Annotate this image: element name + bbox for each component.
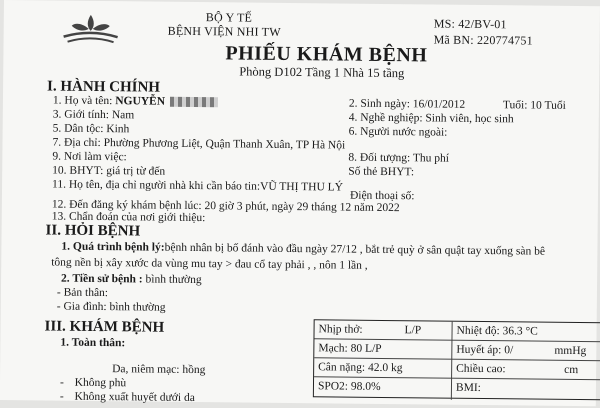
- illness-course: [61, 241, 545, 258]
- section-exam-heading: III. KHÁM BỆNH: [44, 318, 165, 336]
- skin-mucosa-field: Da, niêm mạc: hồng: [112, 363, 206, 377]
- section-history-heading: II. HỎI BỆNH: [45, 222, 141, 240]
- illness-course-label: 1. Quá trình bệnh lý:: [61, 240, 165, 254]
- weight-field: Cân nặng: 42.0 kg: [318, 361, 403, 375]
- patient-name-label: 1. Họ và tên:: [52, 94, 113, 108]
- self-history: - Bản thân:: [56, 286, 109, 300]
- breathing-rate-label: Nhịp thở:: [318, 323, 363, 336]
- phone-field: Điện thoại số:: [349, 189, 415, 203]
- age-field: Tuổi: 10 Tuổi: [502, 99, 566, 112]
- guardian-field: 11. Họ tên, địa chỉ người nhà khi cần báo tin:VŨ THỊ THU LÝ: [52, 178, 344, 194]
- dob-field: 2. Sinh ngày: 16/01/2012: [348, 97, 466, 111]
- workplace-field: 9. Nơi làm việc:: [52, 150, 127, 164]
- address-field: 7. Địa chỉ: Phường Phương Liệt, Quận Thanh Xuân, TP Hà Nội: [52, 136, 346, 152]
- ministry-name: BỘ Y TẾ: [205, 10, 253, 25]
- exam-item-2: - Không xuất huyết dưới da: [59, 390, 195, 405]
- exam-room: Phòng D102 Tầng 1 Nhà 15 tầng: [239, 64, 405, 81]
- blood-pressure-field: Huyết áp: 0/: [456, 343, 514, 357]
- blood-pressure-unit: mmHg: [554, 344, 587, 358]
- ethnicity-field: 5. Dân tộc: Kinh: [52, 122, 130, 136]
- gender-field: 3. Giới tính: Nam: [52, 108, 135, 122]
- hospital-logo-icon: [59, 11, 121, 52]
- spo2-field: SPO2: 98.0%: [317, 380, 381, 393]
- occupation-field: 4. Nghề nghiệp: Sinh viên, học sinh: [348, 111, 514, 126]
- patient-name-field: [53, 95, 218, 109]
- height-field: Chiều cao:: [456, 362, 506, 376]
- past-history-label: 2. Tiền sử bệnh :: [61, 272, 143, 286]
- form-title: PHIẾU KHÁM BỆNH: [225, 42, 428, 67]
- insurance-card-number: Số thẻ BHYT:: [348, 165, 415, 179]
- registration-time: 12. Đến đăng ký khám bệnh lúc: 20 giờ 3 phút, ngày 29 tháng 12 năm 2022: [51, 198, 400, 215]
- vitals-table: [313, 319, 600, 400]
- hospital-name: BỆNH VIỆN NHI TW: [167, 23, 281, 39]
- patient-name-value: NGUYỄN: [115, 95, 166, 108]
- breathing-rate-unit: L/P: [404, 324, 422, 337]
- past-history-value: bình thường: [145, 273, 202, 287]
- height-unit: cm: [564, 363, 579, 377]
- family-history: - Gia đình: bình thường: [56, 300, 166, 314]
- redacted-block: [170, 97, 218, 108]
- general-exam-label: 1. Toàn thân:: [60, 336, 126, 350]
- patient-record-number: Mã BN: 220774751: [433, 32, 533, 48]
- referral-diagnosis: 13. Chẩn đoán của nơi giới thiệu:: [51, 210, 206, 225]
- form-code: MS: 42/BV-01: [433, 16, 507, 32]
- illness-course-line-2: tông nền bị xây xước da vùng mu tay > đau cổ tay phải , , nôn 1 lần ,: [51, 256, 368, 272]
- section-admin-heading: I. HÀNH CHÍNH: [47, 78, 161, 96]
- exam-item-1: - Không phù: [59, 376, 127, 390]
- bullet-icon: -: [59, 390, 64, 403]
- vitals-row-4: [314, 377, 600, 399]
- past-history: [61, 273, 202, 286]
- bullet-icon: -: [59, 376, 64, 389]
- illness-course-line-1: bệnh nhân bị bố đánh vào đầu ngày 27/12 , bắt trẻ quỳ ở sân quật tay xuống sàn bê: [164, 241, 546, 258]
- pulse-field: Mạch: 80 L/P: [318, 342, 382, 355]
- temperature-field: Nhiệt độ: 36.3 °C: [456, 324, 538, 338]
- foreigner-field: 6. Người nước ngoài:: [348, 125, 448, 139]
- insurance-field: 10. BHYT: giá trị từ đến: [52, 164, 166, 178]
- bmi-field: BMI:: [455, 381, 481, 395]
- patient-category-field: 8. Đối tượng: Thu phí: [348, 151, 450, 165]
